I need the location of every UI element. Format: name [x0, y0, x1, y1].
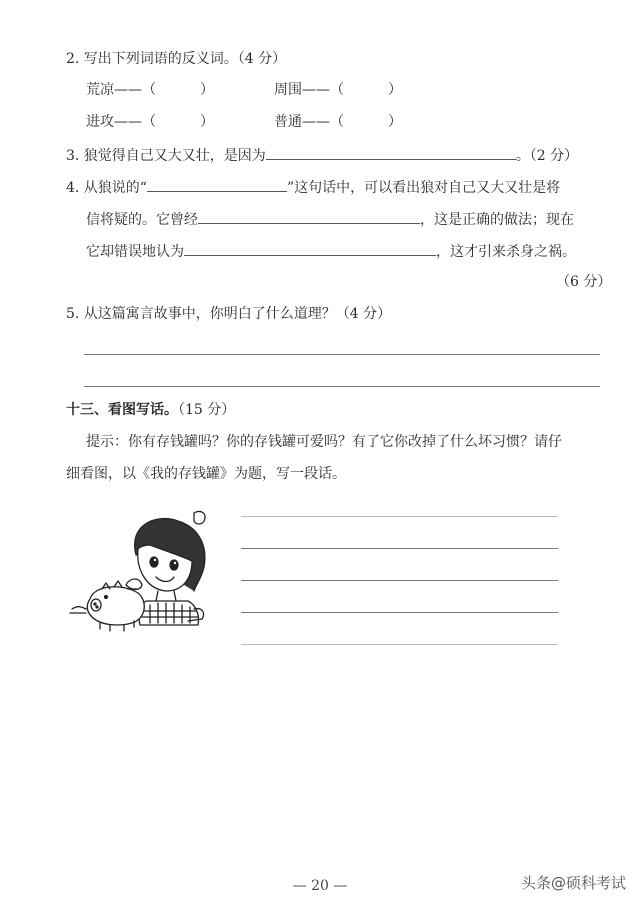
answer-line[interactable] [84, 354, 600, 355]
q2-word: 普通—— [274, 114, 330, 130]
writing-line[interactable] [241, 548, 558, 549]
girl-piggy-bank-illustration [66, 505, 216, 635]
q3-line: 3. 狼觉得自己又大又壮，是因为 。（2 分） [66, 145, 578, 166]
q5-title: 5. 从这篇寓言故事中，你明白了什么道理？（4 分） [66, 306, 392, 322]
answer-blank[interactable] [147, 177, 287, 192]
section13-score: （15 分） [178, 402, 236, 418]
section13-title [66, 400, 235, 420]
q4-line-2: 信将疑的。它曾经 ，这是正确的做法；现在 [86, 209, 574, 230]
section13-heading: 十三、看图写话。 [66, 402, 178, 418]
q4-line-1: 4. 从狼说的“ ”这句话中，可以看出狼对自己又大又壮是将 [66, 177, 560, 198]
q4-line-3: 它却错误地认为 ，这才引来杀身之祸。 [86, 241, 576, 262]
section13-prompt-line-1: 提示：你有存钱罐吗？你的存钱罐可爱吗？有了它你改掉了什么坏习惯？请仔 [86, 434, 562, 450]
q4-score: （6 分） [556, 274, 612, 290]
answer-blank[interactable] [198, 209, 420, 224]
answer-blank[interactable] [266, 145, 516, 160]
q2-word: 周围—— [274, 82, 330, 98]
q2-item-1: 荒凉——（ ） [86, 82, 214, 98]
watermark-account: @硕科考试 [550, 874, 626, 892]
writing-line[interactable] [241, 516, 558, 517]
answer-blank[interactable] [184, 241, 436, 256]
writing-line[interactable] [241, 644, 558, 645]
q2-title: 2. 写出下列词语的反义词。（4 分） [66, 51, 287, 67]
page-number: — 20 — [292, 878, 348, 894]
q2-word: 荒凉—— [86, 82, 142, 98]
section13-prompt-line-2: 细看图，以《我的存钱罐》为题，写一段话。 [66, 466, 346, 482]
writing-line[interactable] [241, 612, 558, 613]
q2-word: 进攻—— [86, 114, 142, 130]
q2-item-2: 周围——（ ） [274, 82, 402, 98]
q2-item-3: 进攻——（ ） [86, 114, 214, 130]
watermark-source: 头条 [520, 874, 551, 892]
answer-line[interactable] [84, 386, 600, 387]
writing-line[interactable] [241, 580, 558, 581]
q2-item-4: 普通——（ ） [274, 114, 402, 130]
watermark [521, 872, 626, 893]
